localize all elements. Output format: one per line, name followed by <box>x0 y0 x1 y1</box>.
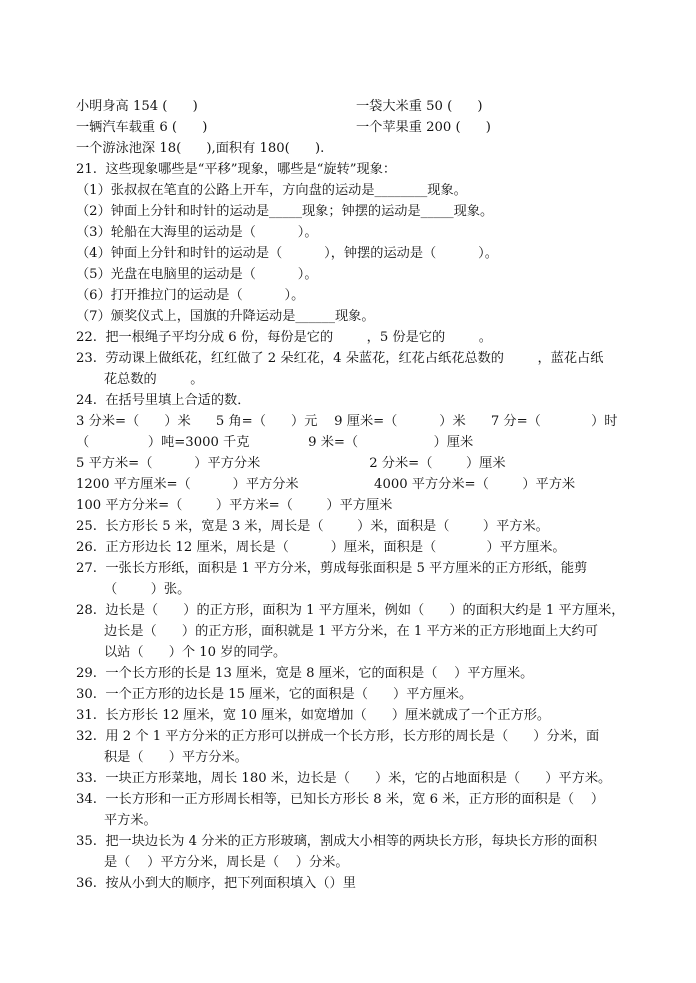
text-line: 一袋大米重 50 ( ) <box>356 99 483 114</box>
text-line: 3 分米=（ ）米 5 角=（ ）元 9 厘米=（ ）米 7 分=（ ）时 <box>76 414 618 429</box>
text-line: 一辆汽车载重 6 ( ) <box>76 120 208 135</box>
question-23: 23. 劳动课上做纸花，红红做了 2 朵红花，4 朵蓝花，红花占纸花总数的 ，蓝花占纸 <box>76 351 604 366</box>
question-34: 34. 一长方形和一正方形周长相等，已知长方形长 8 米，宽 6 米，正方形的面积是（ ） <box>76 792 605 807</box>
text-line: （4）钟面上分针和时针的运动是（ ），钟摆的运动是（ ）。 <box>76 246 498 261</box>
question-36: 36. 按从小到大的顺序，把下列面积填入（）里 <box>76 876 356 891</box>
text-line: 小明身高 154 ( ) <box>76 99 198 114</box>
text-line: 5 平方米=（ ）平方分米 2 分米=（ ）厘米 <box>76 456 506 471</box>
text-line: （5）光盘在电脑里的运动是（ ）。 <box>76 267 318 282</box>
text-line: 一个苹果重 200 ( ) <box>356 120 491 135</box>
text-line: （ ）吨=3000 千克 9 米=（ ）厘米 <box>76 435 474 450</box>
text-line: 平方米。 <box>104 813 157 828</box>
question-26: 26. 正方形边长 12 厘米，周长是（ ）厘米，面积是（ ）平方厘米。 <box>76 540 566 555</box>
text-line: 100 平方分米=（ ）平方米=（ ）平方厘米 <box>76 498 393 513</box>
question-35: 35. 把一块边长为 4 分米的正方形玻璃，割成大小相等的两块长方形，每块长方形的面积 <box>76 834 597 849</box>
text-line: （6）打开推拉门的运动是（ ）。 <box>76 288 305 303</box>
text-line: 边长是（ ）的正方形，面积就是 1 平方分米，在 1 平方米的正方形地面上大约可 <box>104 624 598 639</box>
text-line: （ ）张。 <box>104 582 191 597</box>
question-21: 21. 这些现象哪些是“平移”现象，哪些是“旋转”现象： <box>76 162 397 177</box>
question-32: 32. 用 2 个 1 平方分米的正方形可以拼成一个长方形，长方形的周长是（ ）分米，面 <box>76 729 600 744</box>
text-line: （2）钟面上分针和时针的运动是_____现象；钟摆的运动是_____现象。 <box>76 204 494 219</box>
text-line: 以站（ ）个 10 岁的同学。 <box>104 645 287 660</box>
question-22: 22. 把一根绳子平均分成 6 份，每份是它的 ，5 份是它的 。 <box>76 330 492 345</box>
question-33: 33. 一块正方形菜地，周长 180 米，边长是（ ）米，它的占地面积是（ ）平方米。 <box>76 771 612 786</box>
text-line: 积是（ ）平方分米。 <box>104 750 248 765</box>
question-28: 28. 边长是（ ）的正方形，面积为 1 平方厘米，例如（ ）的面积大约是 1 平方厘米， <box>76 603 625 618</box>
text-line: 一个游泳池深 18( ),面积有 180( ). <box>76 141 325 156</box>
text-line: 1200 平方厘米=（ ）平方分米 4000 平方分米=（ ）平方米 <box>76 477 576 492</box>
question-31: 31. 长方形长 12 厘米，宽 10 厘米，如宽增加（ ）厘米就成了一个正方形。 <box>76 708 551 723</box>
question-27: 27. 一张长方形纸，面积是 1 平方分米，剪成每张面积是 5 平方厘米的正方形纸，能剪 <box>76 561 588 576</box>
question-25: 25. 长方形长 5 米，宽是 3 米，周长是（ ）米，面积是（ ）平方米。 <box>76 519 549 534</box>
text-line: 是（ ）平方分米，周长是（ ）分米。 <box>104 855 349 870</box>
text-line: （7）颁奖仪式上，国旗的升降运动是______现象。 <box>76 309 375 324</box>
question-30: 30. 一个正方形的边长是 15 厘米，它的面积是（ ）平方厘米。 <box>76 687 473 702</box>
text-line: （3）轮船在大海里的运动是（ ）。 <box>76 225 318 240</box>
question-24: 24. 在括号里填上合适的数． <box>76 393 251 408</box>
question-29: 29. 一个长方形的长是 13 厘米，宽是 8 厘米，它的面积是（ ）平方厘米。 <box>76 666 534 681</box>
text-line: 花总数的 。 <box>104 372 204 387</box>
text-line: （1）张叔叔在笔直的公路上开车，方向盘的运动是________现象。 <box>76 183 467 198</box>
